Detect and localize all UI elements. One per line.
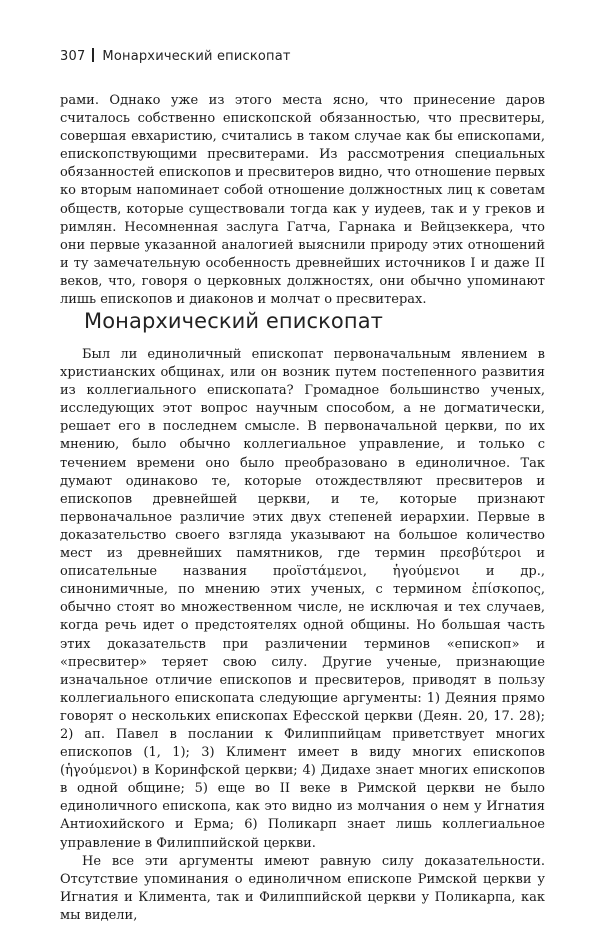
page-number: 307 [60,49,86,64]
paragraph: Не все эти аргументы имеют равную силу доказательности. Отсутствие упоминания о единоличном епископе Римской церкви у Игнатия и Климента, так и Филиппийской церкви у Поликарпа, как мы видели, [60,853,545,923]
intro-paragraph: рами. Однако уже из этого места ясно, что принесение даров считалось собственно епископской обязанностью, что пресвитеры, совершая евхаристию, считались в таком случае как бы епископами, епископствующими пресвитерами. Из рассмотрения специальных обязанностей епископов и пресвитеров видно, что отношение первых ко вторым напоминает собой отношение должностных лиц к советам обществ, которые существовали тогда как у иудеев, так и у греков и римлян. Несомненная заслуга Гатча, Гарнака и Вейцзеккера, что они первые указанной аналогией выяснили природу этих отношений и ту замечательную особенность древнейших источников I и даже II веков, что, говоря о церковных должностях, они обычно упоминают лишь епископов и диаконов и молчат о пресвитерах. [60,93,545,308]
section-body [60,346,545,925]
section-title: Монархический епископат [84,309,384,333]
running-title: Монархический епископат [102,49,291,64]
paragraph: Был ли единоличный епископат первоначальным явлением в христианских общинах, или он возник путем постепенного развития из коллегиального епископата? Громадное большинство ученых, исследующих этот вопрос научным способом, а не догматически, решает его в последнем смысле. В первоначальной церкви, по их мнению, было обычно коллегиальное управление, и только с течением времени оно было преобразовано в единоличное. Так думают одинаково те, которые отождествляют пресвитеров и епископов древнейшей церкви, и те, которые признают первоначальное различие этих двух степеней иерархии. Первые в доказательство своего взгляда указывают на большое количество мест из древнейших памятников, где термин πρεσβύτεροι и описательные названия προϊστάμενοι, ἡγούμενοι и др., синонимичные, по мнению этих ученых, с термином ἐπίσκοπος, обычно стоят во множественном числе, не исключая и тех случаев, когда речь идет о предстоятелях одной общины. Но большая часть этих доказательств при различении терминов «епископ» и «пресвитер» теряет свою силу. Другие ученые, признающие изначальное отличие епископов и пресвитеров, приводят в пользу коллегиального епископата следующие аргументы: 1) Деяния прямо говорят о нескольких епископах Ефесской церкви (Деян. 20, 17. 28); 2) ап. Павел в послании к Филиппийцам приветствует многих епископов (1, 1); 3) Климент имеет в виду многих епископов (ἡγούμενοι) в Коринфской церкви; 4) Дидахе знает многих епископов в одной общине; 5) еще во II веке в Римской церкви не было единоличного епископа, как это видно из молчания о нем у Игнатия Антиохийского и Ерма; 6) Поликарп знает лишь коллегиальное управление в Филиппийской церкви. [60,347,545,851]
intro-text [60,92,545,309]
running-head [60,48,291,64]
header-separator [92,48,94,62]
